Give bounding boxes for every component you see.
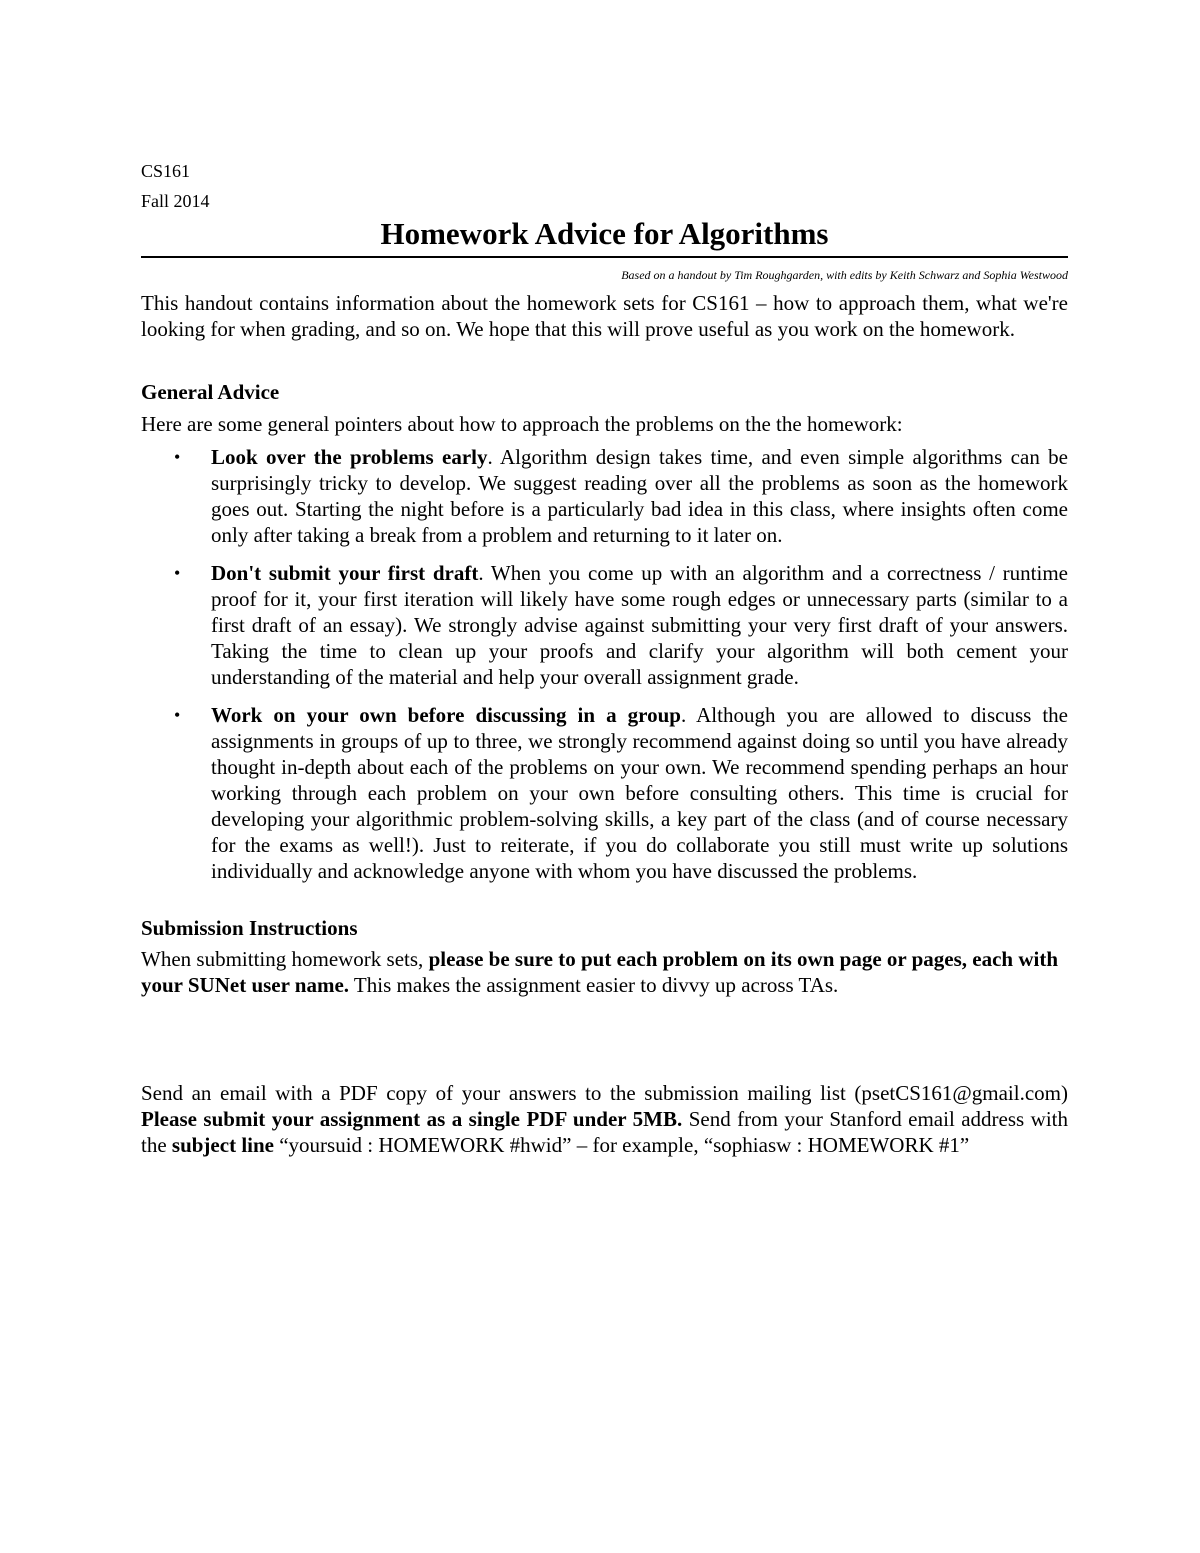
email-paragraph — [141, 1080, 1068, 1158]
intro-paragraph: This handout contains information about the homework sets for CS161 – how to approach them, what we're looking for when grading, and so on. We hope that this will prove useful as you work on the homework. — [141, 291, 1068, 341]
email-text-bold-subject: subject line — [171, 1133, 274, 1157]
bullet-icon: • — [174, 447, 181, 467]
submission-text-end: This makes the assignment easier to divvy up across TAs. — [349, 973, 839, 997]
list-item — [141, 560, 1068, 690]
bullet-icon: • — [174, 563, 181, 583]
tip-title: Don't submit your first draft — [211, 561, 479, 585]
byline: Based on a handout by Tim Roughgarden, with edits by Keith Schwarz and Sophia Westwood — [621, 268, 1068, 282]
list-item — [141, 444, 1068, 548]
email-text-bold: Please submit your assignment as a single PDF under 5MB. — [141, 1107, 683, 1131]
tips-list — [141, 444, 1068, 884]
submission-text-bold: please be sure to put each problem on its own page or pages, each with your SUNet user name. — [141, 947, 1058, 997]
email-text-end: “yoursuid : HOMEWORK #hwid” – for example, “sophiasw : HOMEWORK #1” — [273, 1133, 970, 1157]
general-advice-lead: Here are some general pointers about how to approach the problems on the the homework: — [141, 412, 903, 436]
submission-heading: Submission Instructions — [141, 916, 358, 940]
submission-paragraph — [141, 946, 1068, 998]
submission-text-start: When submitting homework sets, — [141, 947, 429, 971]
tip-title: Look over the problems early — [211, 445, 488, 469]
tip-text: . When you come up with an algorithm and a correctness / runtime proof for it, your first iteration will likely have some rough edges or unnecessary parts (similar to a first draft of an essay). We strongly advise against submitting your very first draft of your answers. Taking the time to clean up your proofs and clarify your algorithm will both cement your understanding of the material and help your overall assignment grade. — [211, 561, 1068, 689]
term: Fall 2014 — [141, 191, 210, 211]
email-text-mid: Send from your Stanford email address with the — [141, 1107, 1068, 1157]
tip-text: . Algorithm design takes time, and even simple algorithms can be surprisingly tricky to develop. We suggest reading over all the problems as soon as the homework goes out. Starting the night before is a particularly bad idea in this class, where insights often come only after taking a break from a problem and returning to it later on. — [211, 445, 1068, 547]
tip-text: . Although you are allowed to discuss the assignments in groups of up to three, we strongly recommend against doing so until you have already thought in-depth about each of the problems on your own. We recommend spending perhaps an hour working through each problem on your own before consulting others. This time is crucial for developing your algorithmic problem-solving skills, a key part of the class (and of course necessary for the exams as well!). Just to reiterate, if you do collaborate you still must write up solutions individually and acknowledge anyone with whom you have discussed the problems. — [211, 703, 1068, 883]
general-advice-heading: General Advice — [141, 380, 280, 404]
document-page — [141, 156, 1068, 1158]
tip-title: Work on your own before discussing in a group — [211, 703, 681, 727]
list-item — [141, 702, 1068, 884]
course-code: CS161 — [141, 161, 191, 181]
bullet-icon: • — [174, 705, 181, 725]
email-text-start: Send an email with a PDF copy of your answers to the submission mailing list (psetCS161@gmail.com) — [141, 1081, 1068, 1105]
page-title: Homework Advice for Algorithms — [141, 216, 1068, 258]
